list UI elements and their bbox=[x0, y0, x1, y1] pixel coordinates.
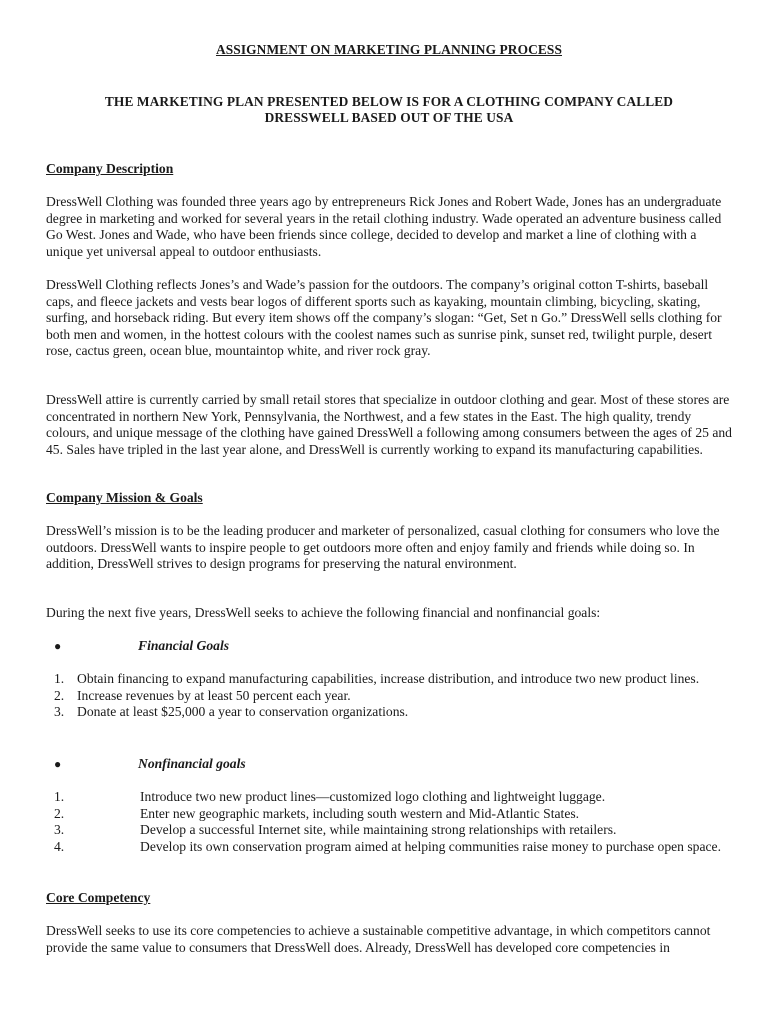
bullet-icon: ● bbox=[54, 639, 62, 653]
mission-goals-heading: Company Mission & Goals bbox=[46, 490, 203, 505]
list-item: 3. Develop a successful Internet site, while maintaining strong relationships with retailers. bbox=[54, 822, 617, 838]
list-item: 1. Obtain financing to expand manufacturing capabilities, increase distribution, and introduce two new product lines. bbox=[54, 671, 700, 686]
mission-paragraph-1: DressWell’s mission is to be the leading producer and marketer of personalized, casual clothing for consumers who love the outdoors. DressWell wants to inspire people to get outdoors more often and enjoy family and friends while doing so. In addition, DressWell strives to design programs for preserving the natural environment. bbox=[46, 523, 720, 572]
company-description-paragraph-2: DressWell Clothing reflects Jones’s and Wade’s passion for the outdoors. The company’s original cotton T-shirts, baseball caps, and fleece jackets and vests bear logos of different sports such as kayaking, mountain climbing, bicycling, skating, surfing, and horseback riding. But every item shows off the company’s slogan: “Get, Set n Go.” DressWell sells clothing for both men and women, in the hottest colours with the coolest names such as sunrise pink, sunset red, twilight purple, desert rose, cactus green, ocean blue, mountaintop white, and river rock gray. bbox=[46, 277, 722, 359]
document-subtitle-line1: THE MARKETING PLAN PRESENTED BELOW IS FOR A CLOTHING COMPANY CALLED bbox=[104, 94, 674, 109]
nonfinancial-goals-list bbox=[46, 789, 732, 855]
list-item: 4. Develop its own conservation program aimed at helping communities raise money to purchase open space. bbox=[54, 838, 721, 854]
company-description-paragraph-3: DressWell attire is currently carried by small retail stores that specialize in outdoor clothing and gear. Most of these stores are concentrated in northern New York, Pennsylvania, the Northwest, and a few states in the East. The high quality, trendy colours, and unique message of the clothing have gained DressWell a following among consumers between the ages of 25 and 45. Sales have tripled in the last year alone, and DressWell is currently working to expand its manufacturing capabilities. bbox=[46, 392, 732, 457]
list-item: 3. Donate at least $25,000 a year to conservation organizations. bbox=[54, 704, 409, 720]
core-competency-paragraph: DressWell seeks to use its core competencies to achieve a sustainable competitive advantage, in which competitors cannot provide the same value to consumers that DressWell does. Already, DressWell has developed core competencies in bbox=[46, 923, 711, 955]
mission-paragraph-2: During the next five years, DressWell seeks to achieve the following financial and nonfinancial goals: bbox=[46, 605, 601, 620]
list-item: 1. Introduce two new product lines—customized logo clothing and lightweight luggage. bbox=[54, 789, 606, 804]
list-item: 2. Increase revenues by at least 50 percent each year. bbox=[54, 687, 351, 703]
core-competency-heading: Core Competency bbox=[46, 890, 151, 905]
financial-goals-list bbox=[46, 671, 732, 721]
company-description-heading: Company Description bbox=[46, 161, 174, 176]
list-item: 2. Enter new geographic markets, including south western and Mid-Atlantic States. bbox=[54, 805, 580, 821]
company-description-paragraph-1: DressWell Clothing was founded three years ago by entrepreneurs Rick Jones and Robert Wade, Jones has an undergraduate degree in marketing and worked for several years in the retail clothing industry. Wade operated an adventure business called Go West. Jones and Wade, who have been friends since college, decided to develop and market a line of clothing with a unique yet universal appeal to outdoor enthusiasts. bbox=[46, 194, 722, 259]
bullet-icon: ● bbox=[54, 757, 62, 771]
financial-goals-label: Financial Goals bbox=[138, 638, 230, 653]
document-title: ASSIGNMENT ON MARKETING PLANNING PROCESS bbox=[215, 42, 562, 57]
nonfinancial-goals-label: Nonfinancial goals bbox=[138, 756, 246, 771]
document-subtitle-line2: DRESSWELL BASED OUT OF THE USA bbox=[264, 110, 514, 125]
